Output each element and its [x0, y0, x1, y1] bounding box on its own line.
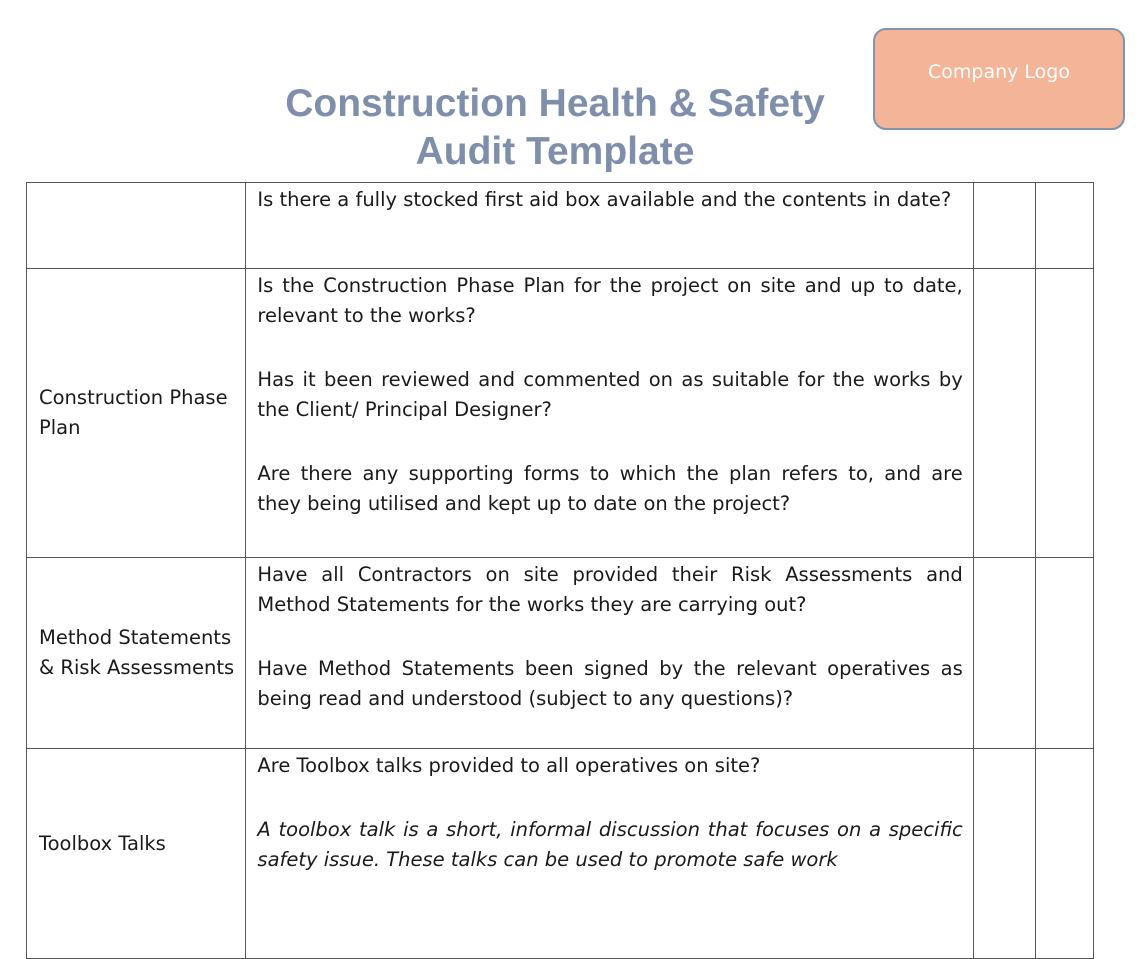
- audit-table: [26, 182, 1094, 959]
- question-cell: [246, 269, 973, 558]
- section-label: Toolbox Talks: [39, 832, 166, 855]
- question-cell: [246, 558, 973, 749]
- section-cell: [27, 183, 246, 269]
- title-line-1: Construction Health & Safety: [285, 82, 825, 125]
- table-row: [27, 749, 1094, 959]
- question-text: Has it been reviewed and commented on as suitable for the works by the Client/ Principal Designer?: [257, 368, 963, 421]
- section-cell: [27, 749, 246, 959]
- question-text: Are there any supporting forms to which the plan refers to, and are they being utilised and kept up to date on the project?: [257, 462, 963, 515]
- table-row: [27, 269, 1094, 558]
- table-row: [27, 183, 1094, 269]
- response-cell-no[interactable]: [1035, 183, 1093, 269]
- section-cell: [27, 558, 246, 749]
- question-cell: [246, 749, 973, 959]
- company-logo-label: Company Logo: [928, 61, 1070, 83]
- question-cell: [246, 183, 973, 269]
- question-text: Is the Construction Phase Plan for the project on site and up to date, relevant to the works?: [257, 274, 963, 327]
- response-cell-yes[interactable]: [973, 183, 1035, 269]
- response-cell-no[interactable]: [1035, 558, 1093, 749]
- section-cell: [27, 269, 246, 558]
- question-text: Have all Contractors on site provided their Risk Assessments and Method Statements for the works they are carrying out?: [257, 563, 963, 616]
- response-cell-no[interactable]: [1035, 269, 1093, 558]
- response-cell-no[interactable]: [1035, 749, 1093, 959]
- section-label: Construction Phase Plan: [39, 386, 228, 439]
- document-title: [150, 80, 960, 176]
- response-cell-yes[interactable]: [973, 749, 1035, 959]
- question-text: Have Method Statements been signed by the relevant operatives as being read and understood (subject to any questions)?: [257, 657, 963, 710]
- question-text: Are Toolbox talks provided to all operatives on site?: [257, 754, 761, 777]
- company-logo-placeholder: [873, 28, 1125, 130]
- section-label: Method Statements & Risk Assessments: [39, 626, 235, 679]
- response-cell-yes[interactable]: [973, 558, 1035, 749]
- response-cell-yes[interactable]: [973, 269, 1035, 558]
- title-line-2: Audit Template: [415, 130, 695, 173]
- question-note-text: A toolbox talk is a short, informal discussion that focuses on a specific safety issue. These talks can be used to promote safe work: [257, 818, 963, 871]
- table-row: [27, 558, 1094, 749]
- question-text: Is there a fully stocked first aid box available and the contents in date?: [257, 188, 952, 211]
